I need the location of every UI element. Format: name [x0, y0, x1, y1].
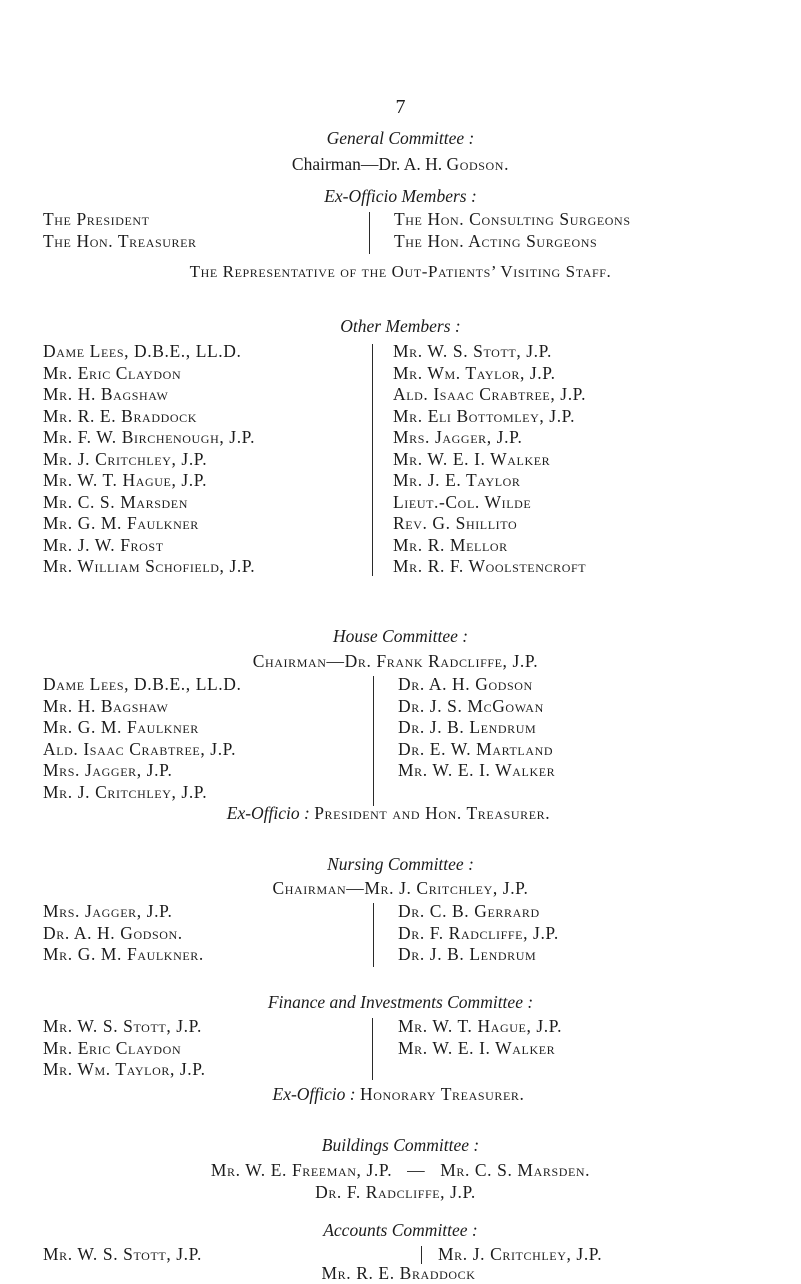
nursing-members-right-list: [398, 901, 559, 966]
other-members-heading: Other Members :: [340, 316, 461, 336]
list-item: Mr. C. S. Marsden: [43, 491, 188, 512]
nursing-committee-heading: Nursing Committee :: [327, 854, 474, 874]
house-ex-officio: [0, 803, 789, 824]
list-item: Dr. J. S. McGowan: [398, 695, 544, 716]
ex-officio-left-list: [43, 209, 197, 252]
list-item: Mr. W. S. Stott, J.P.: [393, 341, 553, 361]
list-item: Mr. Wm. Taylor, J.P.: [393, 362, 556, 383]
list-item: Mr. W. E. I. Walker: [393, 448, 551, 469]
accounts-line-2: Mr. R. E. Braddock: [321, 1263, 476, 1283]
list-item: Mrs. Jagger, J.P.: [393, 427, 523, 447]
column-divider: [372, 344, 373, 576]
general-chairman: [0, 154, 801, 175]
list-item: Mr. W. E. I. Walker: [398, 1037, 556, 1058]
list-item: Mr. R. F. Woolstencroft: [393, 556, 587, 576]
list-item: Dr. J. B. Lendrum: [398, 717, 537, 737]
list-item: Mrs. Jagger, J.P.: [43, 760, 173, 780]
buildings-line-2: Dr. F. Radcliffe, J.P.: [315, 1182, 476, 1202]
nursing-chairman: Chairman—Mr. J. Critchley, J.P.: [272, 878, 529, 898]
list-item: Mr. W. T. Hague, J.P.: [43, 470, 208, 490]
list-item: Dr. E. W. Martland: [398, 738, 554, 759]
general-chairman-prefix: Chairman—Dr. A. H.: [291, 154, 447, 174]
list-item: Dr. A. H. Godson.: [43, 922, 183, 943]
list-item: Mr. W. T. Hague, J.P.: [398, 1016, 563, 1036]
list-item: Mr. J. Critchley, J.P.: [43, 781, 208, 802]
ex-officio-label: Ex-Officio :: [272, 1084, 356, 1104]
list-item: Mr. G. M. Faulkner.: [43, 944, 204, 964]
finance-members-right-list: [398, 1016, 562, 1059]
house-chairman: Chairman—Dr. Frank Radcliffe, J.P.: [252, 651, 539, 671]
house-members-right-list: [398, 674, 555, 782]
general-members-right-list: [393, 341, 586, 578]
list-item: Dr. A. H. Godson: [398, 674, 533, 694]
house-members-left-list: [43, 674, 242, 803]
list-item: Ald. Isaac Crabtree, J.P.: [43, 738, 237, 759]
list-item: Mr. F. W. Birchenough, J.P.: [43, 427, 256, 447]
accounts-right: Mr. J. Critchley, J.P.: [438, 1244, 603, 1264]
ex-officio-text: Honorary Treasurer.: [359, 1084, 525, 1104]
ex-officio-members-heading: Ex-Officio Members :: [324, 186, 477, 206]
list-item: Mr. R. E. Braddock: [43, 405, 197, 426]
list-item: Mr. J. E. Taylor: [393, 470, 521, 490]
finance-members-left-list: [43, 1016, 206, 1081]
list-item: Mr. Eli Bottomley, J.P.: [393, 405, 576, 426]
list-item: Mrs. Jagger, J.P.: [43, 901, 173, 921]
list-item: Mr. R. Mellor: [393, 534, 508, 555]
list-item: Dr. C. B. Gerrard: [398, 901, 540, 921]
page-number: 7: [395, 96, 406, 118]
list-item: Mr. G. M. Faulkner: [43, 717, 199, 737]
house-committee-heading: House Committee :: [332, 626, 469, 646]
finance-ex-officio: [0, 1084, 799, 1105]
general-chairman-name: Godson.: [446, 154, 510, 174]
finance-committee-heading: Finance and Investments Committee :: [267, 992, 534, 1012]
list-item: Mr. H. Bagshaw: [43, 695, 169, 716]
buildings-committee-heading: Buildings Committee :: [321, 1135, 480, 1155]
list-item: Dr. J. B. Lendrum: [398, 944, 537, 964]
column-divider: [373, 903, 374, 967]
buildings-line-1: Mr. W. E. Freeman, J.P. — Mr. C. S. Marsden.: [210, 1160, 591, 1180]
list-item: Mr. Eric Claydon: [43, 1037, 182, 1058]
list-item: Dame Lees, D.B.E., LL.D.: [43, 341, 242, 361]
list-item: Dame Lees, D.B.E., LL.D.: [43, 674, 242, 694]
list-item: Mr. H. Bagshaw: [43, 384, 169, 404]
list-item: Mr. W. S. Stott, J.P.: [43, 1016, 203, 1036]
list-item: Mr. W. E. I. Walker: [398, 760, 556, 780]
list-item: Rev. G. Shillito: [393, 513, 518, 533]
list-item: Lieut.-Col. Wilde: [393, 491, 532, 512]
list-item: Dr. F. Radcliffe, J.P.: [398, 922, 559, 943]
list-item: Mr. Wm. Taylor, J.P.: [43, 1059, 206, 1079]
list-item: Mr. Eric Claydon: [43, 362, 182, 383]
nursing-members-left-list: [43, 901, 204, 966]
column-divider: [421, 1246, 422, 1264]
list-item: Mr. J. W. Frost: [43, 534, 164, 555]
representative-line: The Representative of the Out-Patients’ Visiting Staff.: [189, 262, 612, 281]
ex-officio-right-list: [394, 209, 631, 252]
list-item: The President: [43, 209, 150, 229]
ex-officio-text: President and Hon. Treasurer.: [314, 803, 551, 823]
list-item: Mr. G. M. Faulkner: [43, 513, 199, 533]
accounts-left: Mr. W. S. Stott, J.P.: [43, 1244, 203, 1264]
list-item: The Hon. Consulting Surgeons: [394, 209, 631, 229]
list-item: The Hon. Treasurer: [43, 230, 197, 251]
general-committee-heading: General Committee :: [326, 128, 475, 148]
column-divider: [369, 212, 370, 254]
column-divider: [373, 676, 374, 806]
list-item: The Hon. Acting Surgeons: [394, 230, 598, 251]
accounts-committee-heading: Accounts Committee :: [323, 1220, 478, 1240]
general-members-left-list: [43, 341, 255, 578]
column-divider: [372, 1018, 373, 1080]
list-item: Mr. William Schofield, J.P.: [43, 556, 256, 576]
list-item: Mr. J. Critchley, J.P.: [43, 448, 208, 469]
ex-officio-label: Ex-Officio :: [226, 803, 310, 823]
list-item: Ald. Isaac Crabtree, J.P.: [393, 384, 587, 404]
